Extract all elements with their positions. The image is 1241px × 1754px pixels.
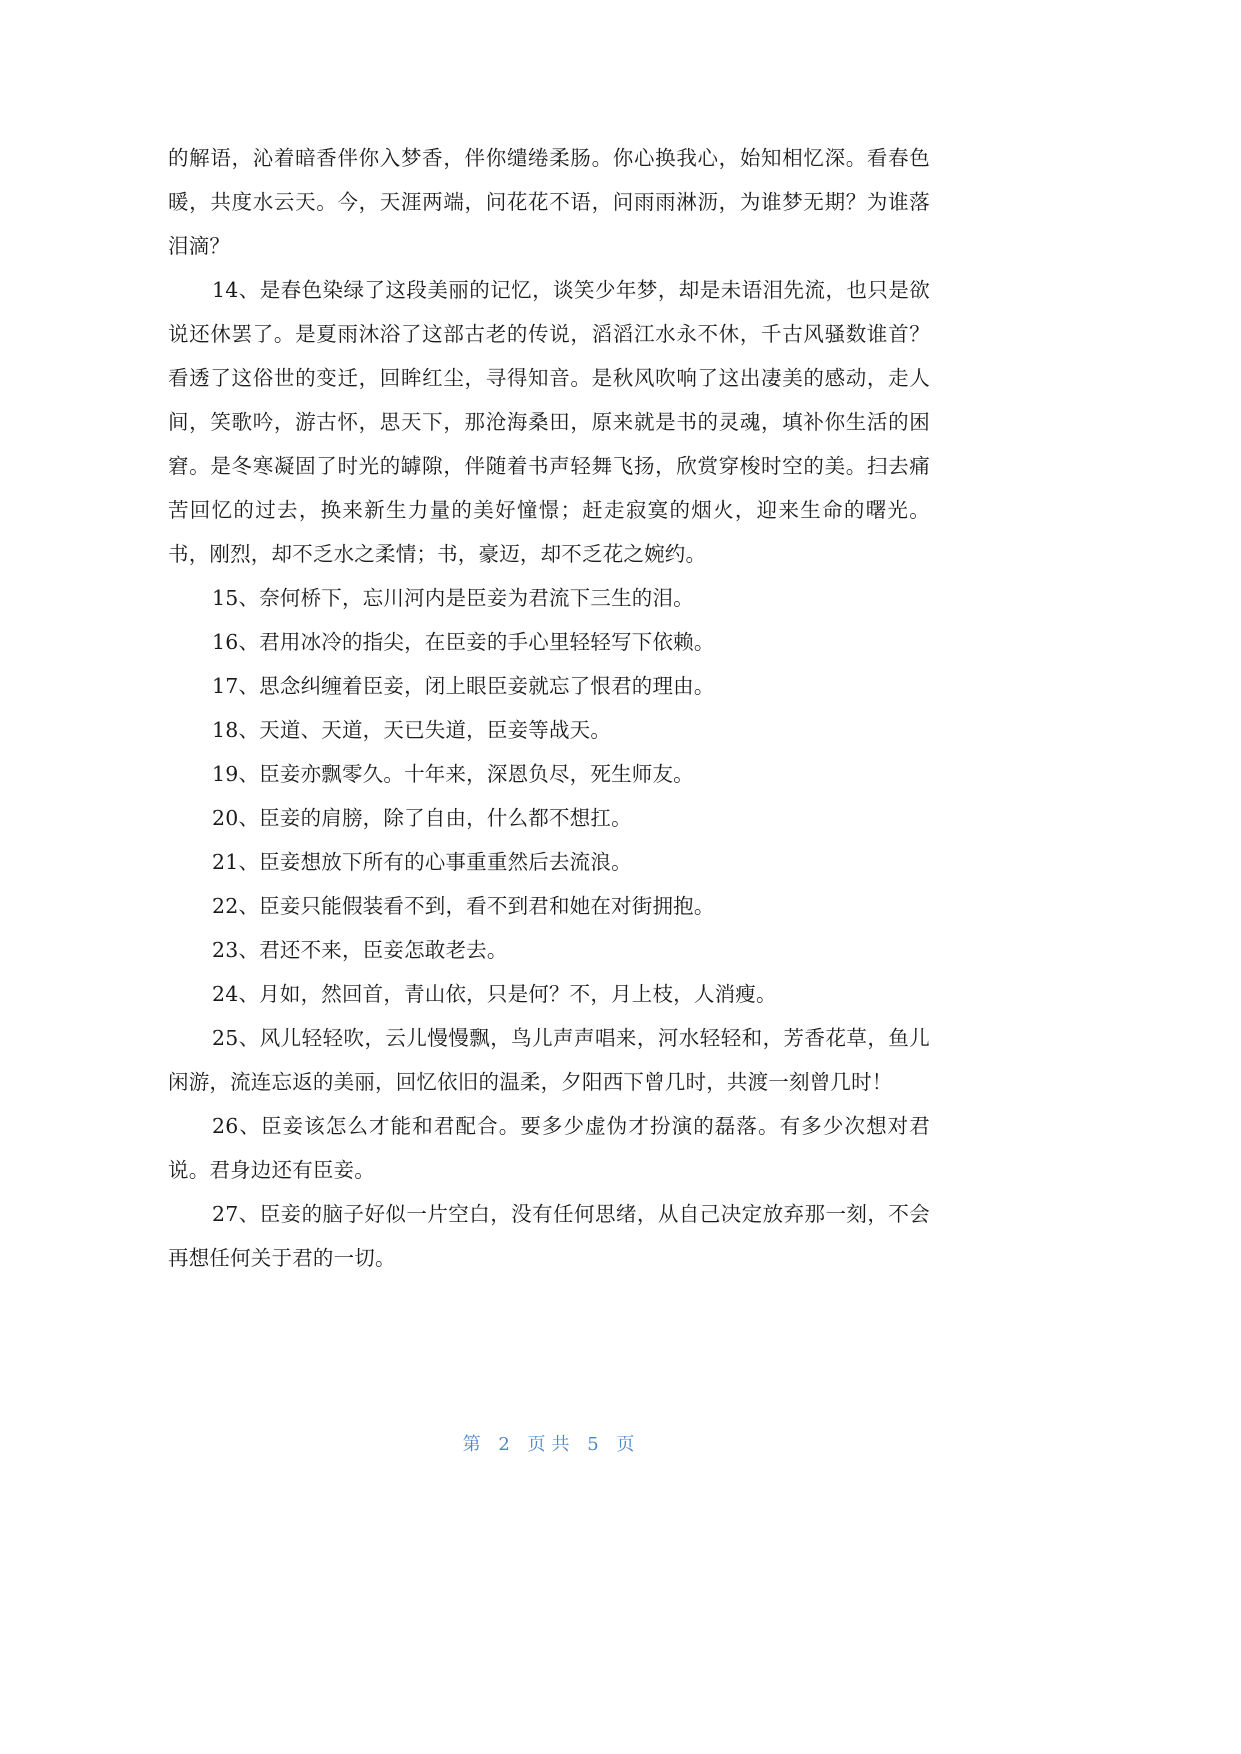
paragraph-item-25: 25、风儿轻轻吹，云儿慢慢飘，鸟儿声声唱来，河水轻轻和，芳香花草，鱼儿闲游，流连忘返的美丽，回忆依旧的温柔，夕阳西下曾几时，共渡一刻曾几时！ <box>168 1026 930 1094</box>
paragraph-item-20: 20、臣妾的肩膀，除了自由，什么都不想扛。 <box>212 806 632 830</box>
document-body <box>168 136 930 1280</box>
paragraph-item-26: 26、臣妾该怎么才能和君配合。要多少虚伪才扮演的磊落。有多少次想对君说。君身边还有臣妾。 <box>168 1114 930 1182</box>
paragraph-item-17: 17、思念纠缠着臣妾，闭上眼臣妾就忘了恨君的理由。 <box>212 674 715 698</box>
page-number-footer: 第 2 页共 5 页 <box>462 1434 641 1455</box>
paragraph-continuation: 的解语，沁着暗香伴你入梦香，伴你缱绻柔肠。你心换我心，始知相忆深。看春色暖，共度水云天。今，天涯两端，问花花不语，问雨雨淋沥，为谁梦无期？为谁落泪滴？ <box>168 146 930 258</box>
paragraph-item-24: 24、月如，然回首，青山依，只是何？不，月上枝，人消瘦。 <box>212 982 777 1006</box>
paragraph-item-18: 18、天道、天道，天已失道，臣妾等战天。 <box>212 718 612 742</box>
paragraph-item-14: 14、是春色染绿了这段美丽的记忆，谈笑少年梦，却是未语泪先流，也只是欲说还休罢了。是夏雨沐浴了这部古老的传说，滔滔江水永不休，千古风骚数谁首？看透了这俗世的变迁，回眸红尘，寻得知音。是秋风吹响了这出凄美的感动，走人间，笑歌吟，游古怀，思天下，那沧海桑田，原来就是书的灵魂，填补你生活的困窘。是冬寒凝固了时光的罅隙，伴随着书声轻舞飞扬，欣赏穿梭时空的美。扫去痛苦回忆的过去，换来新生力量的美好憧憬；赶走寂寞的烟火，迎来生命的曙光。书，刚烈，却不乏水之柔情；书，豪迈，却不乏花之婉约。 <box>168 278 930 566</box>
paragraph-item-19: 19、臣妾亦飘零久。十年来，深恩负尽，死生师友。 <box>212 762 694 786</box>
paragraph-item-15: 15、奈何桥下，忘川河内是臣妾为君流下三生的泪。 <box>212 586 694 610</box>
paragraph-item-23: 23、君还不来，臣妾怎敢老去。 <box>212 938 508 962</box>
paragraph-item-27: 27、臣妾的脑子好似一片空白，没有任何思绪，从自己决定放弃那一刻，不会再想任何关于君的一切。 <box>168 1202 930 1270</box>
paragraph-item-16: 16、君用冰冷的指尖，在臣妾的手心里轻轻写下依赖。 <box>212 630 715 654</box>
paragraph-item-21: 21、臣妾想放下所有的心事重重然后去流浪。 <box>212 850 632 874</box>
paragraph-item-22: 22、臣妾只能假装看不到，看不到君和她在对街拥抱。 <box>212 894 715 918</box>
